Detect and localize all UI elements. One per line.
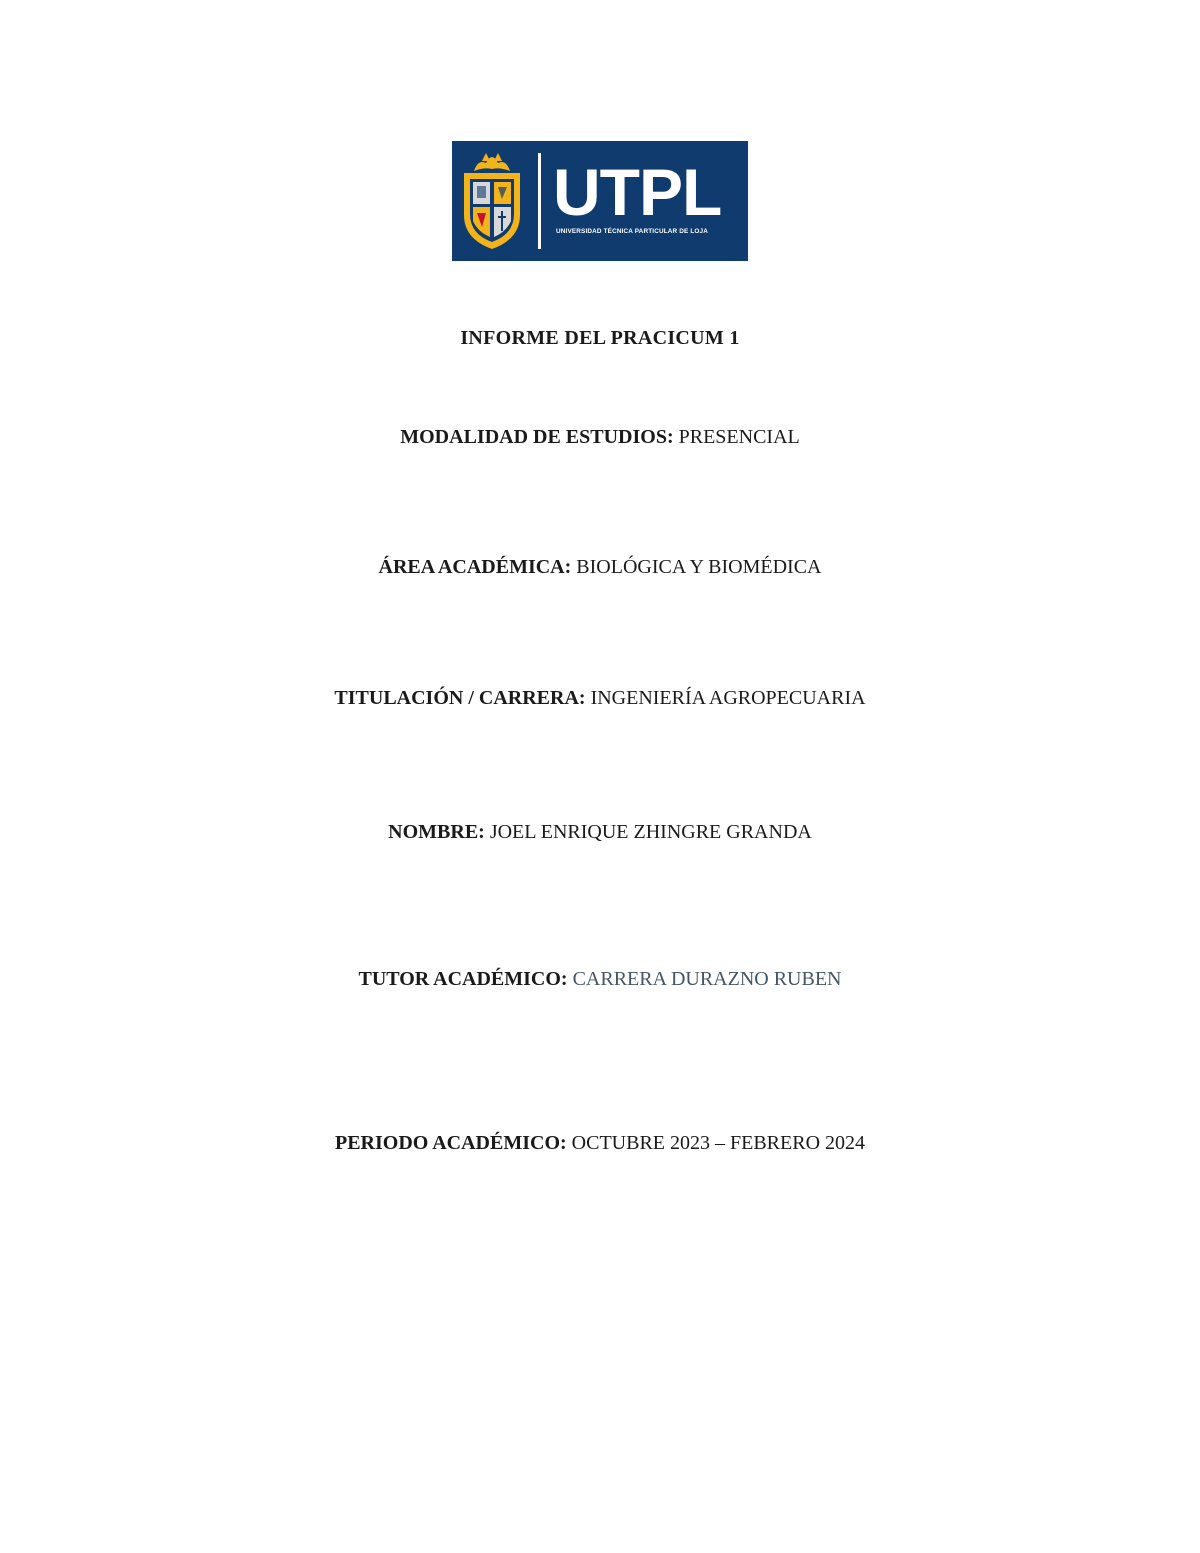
logo-wordmark: UTPL xyxy=(553,155,722,229)
logo-subtitle: UNIVERSIDAD TÉCNICA PARTICULAR DE LOJA xyxy=(556,228,708,235)
field-periodo xyxy=(0,1131,1200,1155)
field-value: CARRERA DURAZNO RUBEN xyxy=(572,968,842,990)
field-value: BIOLÓGICA Y BIOMÉDICA xyxy=(576,556,822,578)
field-label: NOMBRE: xyxy=(388,821,485,843)
field-label: ÁREA ACADÉMICA: xyxy=(378,556,572,578)
field-value: PRESENCIAL xyxy=(678,426,800,448)
document-title: INFORME DEL PRACICUM 1 xyxy=(460,327,740,349)
field-area xyxy=(0,555,1200,579)
field-tutor xyxy=(0,967,1200,991)
field-label: TUTOR ACADÉMICO: xyxy=(358,968,568,990)
utpl-logo xyxy=(452,141,748,261)
field-modalidad xyxy=(0,425,1200,449)
field-value: JOEL ENRIQUE ZHINGRE GRANDA xyxy=(489,821,812,843)
field-label: MODALIDAD DE ESTUDIOS: xyxy=(400,426,674,448)
field-label: TITULACIÓN / CARRERA: xyxy=(334,687,586,709)
field-value: OCTUBRE 2023 – FEBRERO 2024 xyxy=(571,1132,866,1154)
field-nombre xyxy=(0,820,1200,844)
field-label: PERIODO ACADÉMICO: xyxy=(334,1132,567,1154)
field-titulacion xyxy=(0,686,1200,710)
field-value: INGENIERÍA AGROPECUARIA xyxy=(590,687,866,709)
